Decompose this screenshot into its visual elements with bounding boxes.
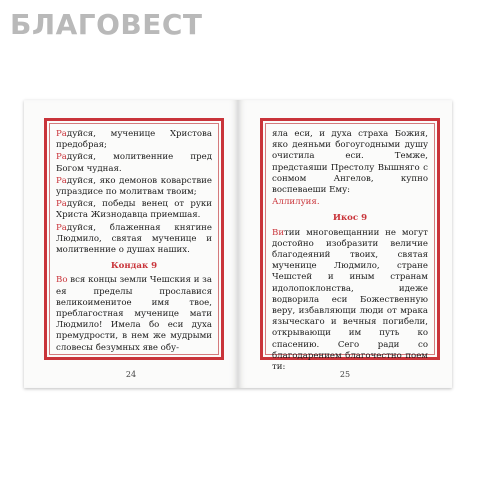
right-page: [238, 100, 452, 388]
red-initial: Ра: [56, 222, 67, 233]
page-number-right: 25: [339, 370, 351, 379]
red-initial: Ра: [56, 129, 67, 139]
left-page-text: [56, 129, 212, 355]
chaire-line-5: [56, 223, 212, 257]
brand-logo: БЛАГОВЕСТ: [10, 8, 203, 41]
line-text: дуйся, блаженная княгине Людмило, святая мученице и молитвенние о душах наших.: [56, 222, 212, 256]
book-spread: [24, 100, 452, 388]
continued-text: яла еси, и духа страха Божия, яко деяньми богоугодными душу очистила еси. Темже, предстаяши Престолу Вышняго с сонмом Ангелов, купно воспеваеши Ему:: [272, 129, 428, 196]
red-initial: Ра: [56, 175, 67, 186]
alleluia: Аллилуия.: [272, 197, 320, 208]
kondak-text: [56, 275, 212, 353]
chaire-line-3: [56, 176, 212, 198]
red-initial: Ви: [272, 227, 285, 238]
red-initial: Ра: [56, 199, 67, 210]
line-text: дуйся, победы венец от руки Христа Жизнодавца приемшая.: [56, 199, 212, 221]
ikos-heading: Икос 9: [332, 213, 368, 224]
chaire-line-4: [56, 199, 212, 221]
red-initial: Ра: [56, 152, 67, 163]
right-page-text: [272, 129, 428, 374]
line-text: вся концы земли Чешския и за ея пределы прославися великоименитое имя твое, преблагостная мученице мати Людмило! Имела бо еси духа премудрости, в нем же мудрыми словесы безумных яве обу-: [56, 275, 212, 353]
line-text: дуйся, яко демонов коварствие упраздисе по молитвам твоим;: [56, 175, 212, 198]
line-text: тии многовещаннии не могут достойно изобразити величие благодеяний твоих, святая мученице Людмило, стране Чешстей и иным странам идолопоклонства, идеже водворила еси Божественную веру, избавляющи люди от мрака языческаго и вечныя погибели, открывающи им путь ко спасению. Сего ради со благодарением благочестно поем ти:: [272, 227, 428, 373]
page-number-left: 24: [125, 370, 137, 379]
line-text: дуйся, мученице Христова предобрая;: [56, 129, 212, 151]
chaire-line-1: [56, 129, 212, 151]
ornamental-frame: [260, 118, 440, 373]
line-text: дуйся, молитвенние пред Богом чудная.: [56, 152, 212, 174]
ikos-text: [272, 228, 428, 374]
left-page: [24, 100, 238, 388]
kondak-heading: Кондак 9: [110, 261, 158, 272]
ornamental-frame: [44, 118, 224, 360]
chaire-line-2: [56, 152, 212, 174]
red-initial: Во: [56, 275, 68, 286]
